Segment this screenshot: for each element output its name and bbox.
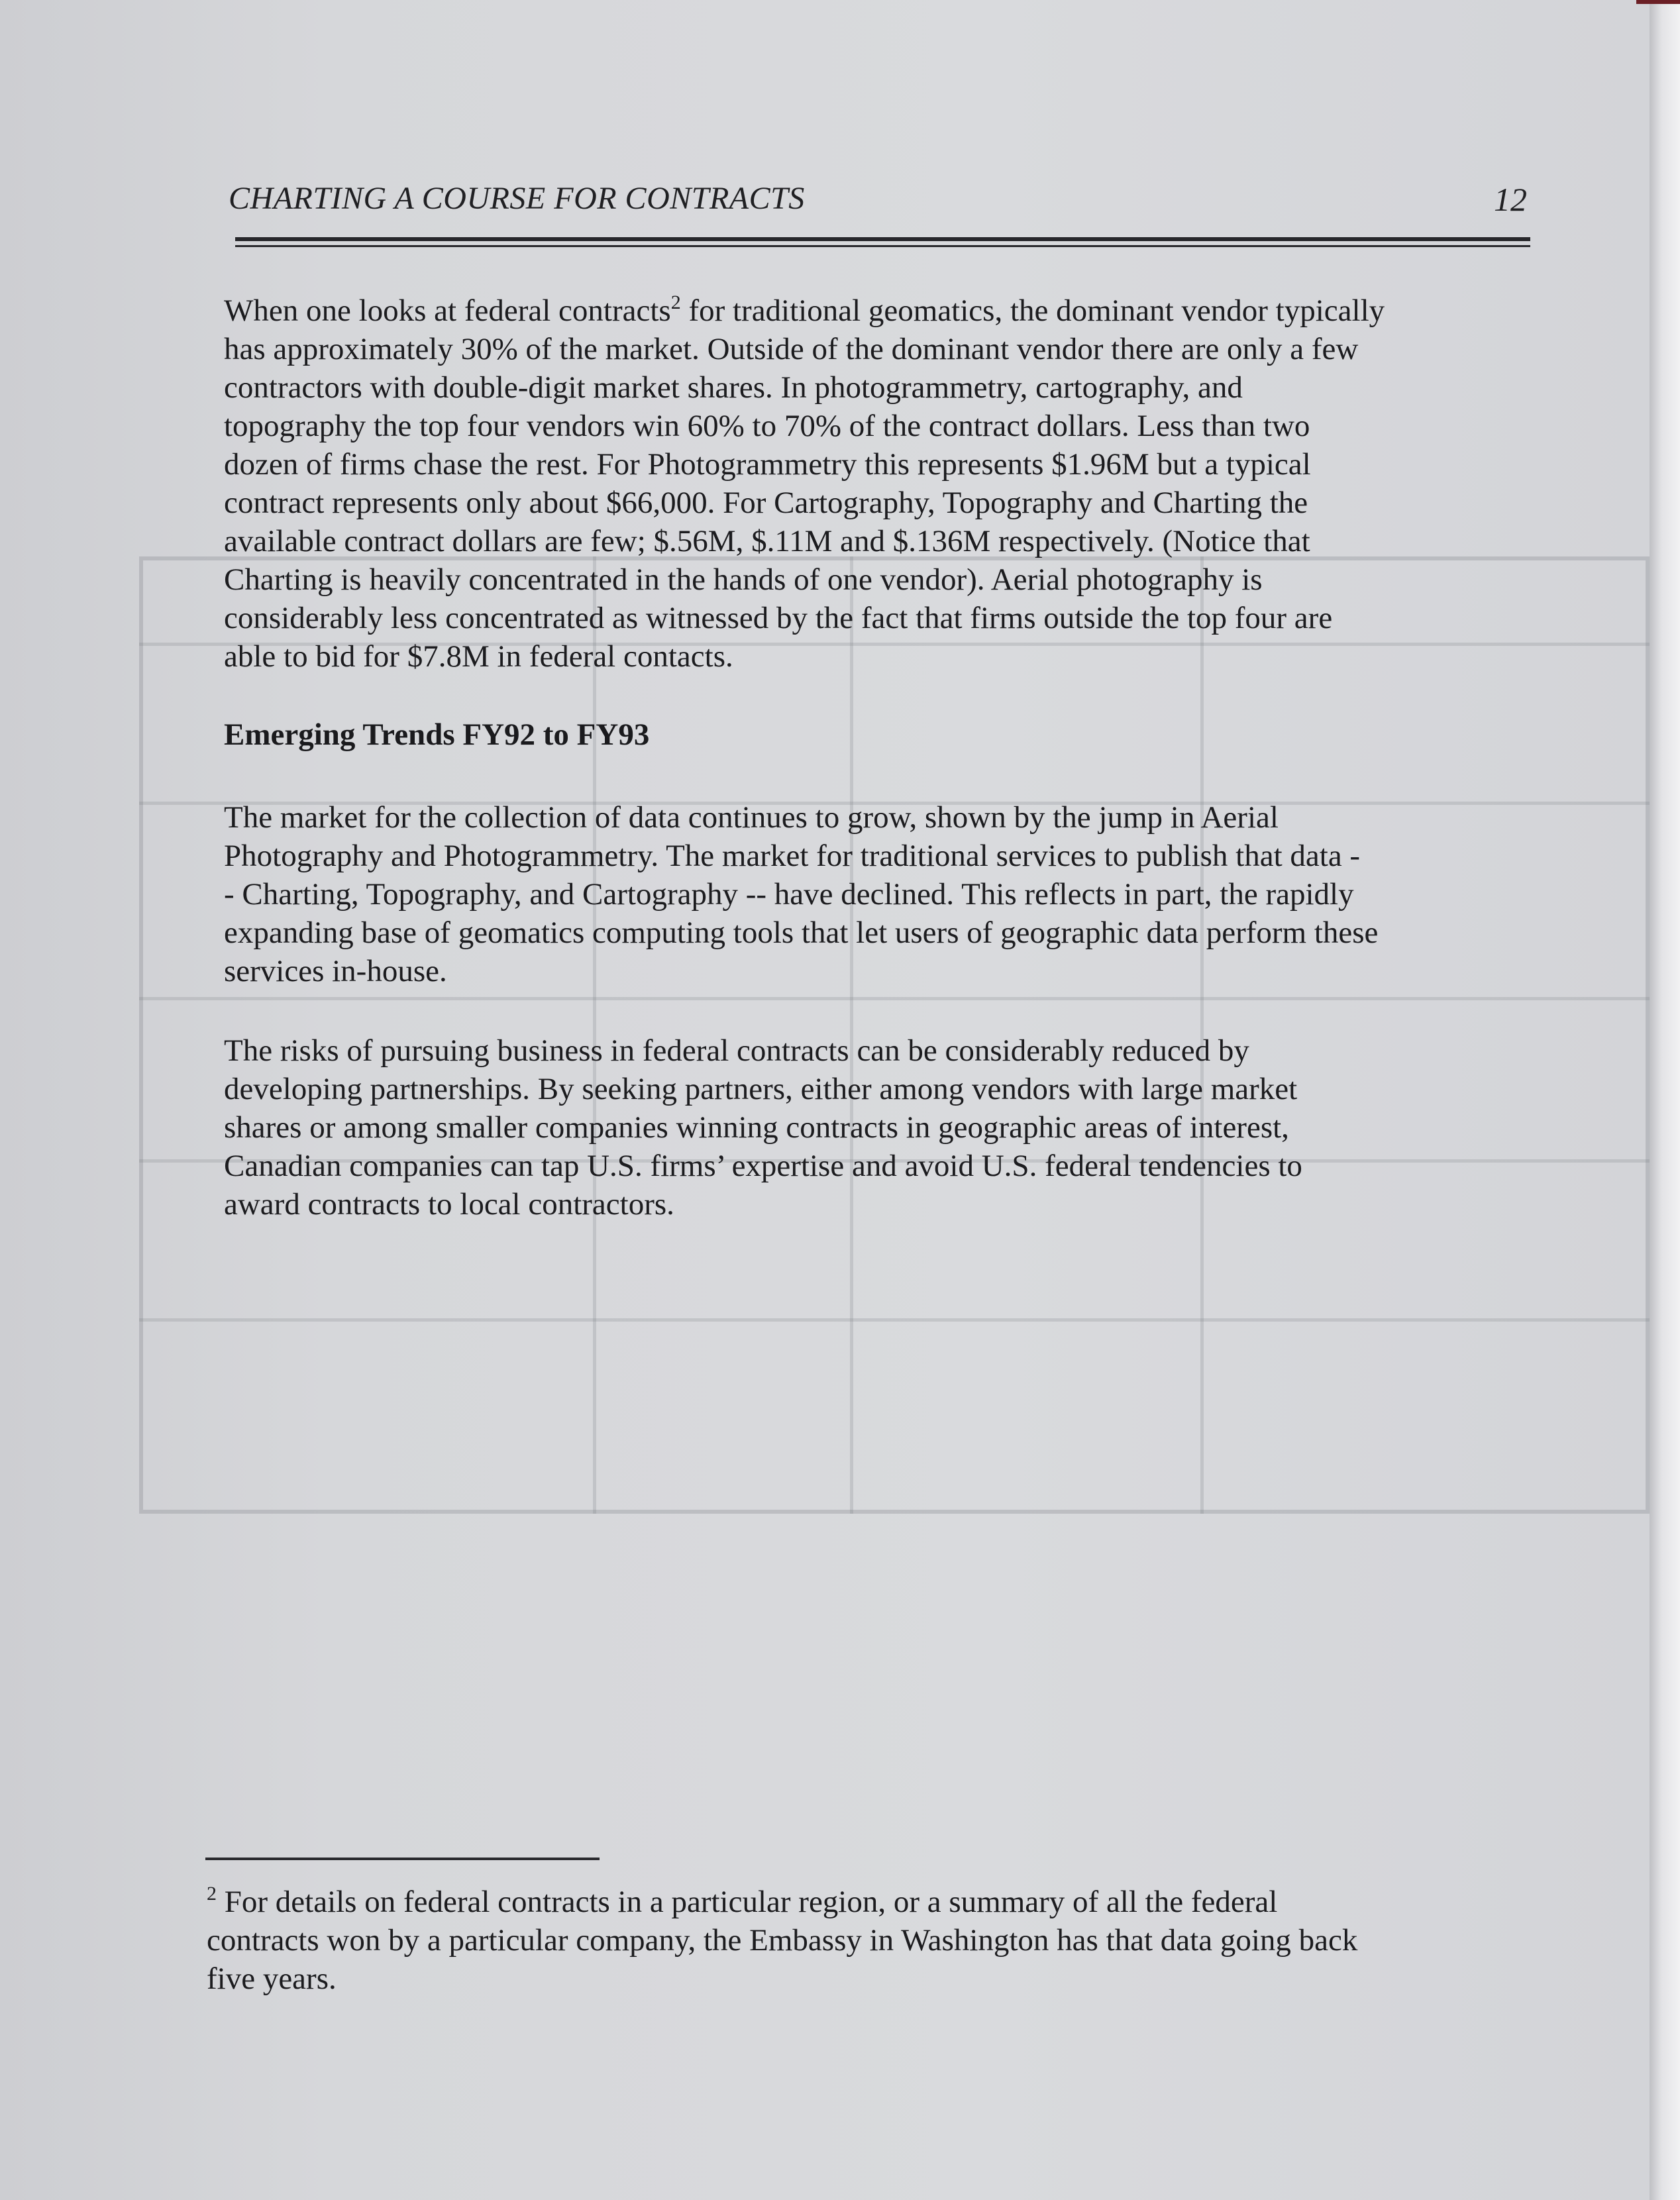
header-rule [235,237,1530,241]
text-line: contractors with double-digit market shares. In photogrammetry, cartography, and [224,370,1243,405]
paragraph-contracts-overview [224,291,1542,676]
text-line: award contracts to local contractors. [224,1187,674,1222]
paragraph-partnerships [224,1031,1542,1224]
text-line: $^2$ For details on federal contracts in a particular region, or a summary of all the federal [207,1883,1278,1919]
footnote-reference: 2 [670,291,681,313]
text-line: developing partnerships. By seeking partners, either among vendors with large market [224,1072,1298,1106]
text-line: shares or among smaller companies winning contracts in geographic areas of interest, [224,1110,1289,1145]
bleed-through-line [139,1318,1650,1322]
page-number: 12 [1494,181,1527,218]
text-line: Charting is heavily concentrated in the hands of one vendor). Aerial photography is [224,562,1263,597]
text-line: When one looks at federal contracts$^2$ for traditional geomatics, the dominant vendor typically [224,291,1385,328]
paragraph-emerging-trends [224,798,1542,990]
text-line: five years. [207,1962,337,1996]
text-line: topography the top four vendors win 60% to 70% of the contract dollars. Less than two [224,409,1310,443]
footnote [207,1883,1565,1998]
footnote-rule [205,1858,600,1860]
text-line: Canadian companies can tap U.S. firms’ expertise and avoid U.S. federal tendencies to [224,1149,1302,1183]
text-line: Photography and Photogrammetry. The market for traditional services to publish that data - [224,839,1361,873]
text-line: has approximately 30% of the market. Outside of the dominant vendor there are only a few [224,332,1359,366]
text-line: considerably less concentrated as witnessed by the fact that firms outside the top four are [224,601,1333,635]
text-line: The risks of pursuing business in federal contracts can be considerably reduced by [224,1033,1249,1068]
text-line: dozen of firms chase the rest. For Photogrammetry this represents $1.96M but a typical [224,447,1311,482]
text-line: contract represents only about $66,000. For Cartography, Topography and Charting the [224,486,1308,520]
text-line: - Charting, Topography, and Cartography -- have declined. This reflects in part, the rapidly [224,877,1354,912]
text-line: available contract dollars are few; $.56M, $.11M and $.136M respectively. (Notice that [224,524,1310,558]
running-title: CHARTING A COURSE FOR CONTRACTS [229,181,805,216]
corner-mark [1636,0,1680,4]
text-line: expanding base of geomatics computing tools that let users of geographic data perform these [224,916,1379,950]
footnote-marker: 2 [207,1883,217,1905]
page-edge [1650,0,1680,2200]
section-heading: Emerging Trends FY92 to FY93 [224,717,650,752]
text-line: contracts won by a particular company, the Embassy in Washington has that data going back [207,1923,1358,1958]
text-line: The market for the collection of data continues to grow, shown by the jump in Aerial [224,800,1279,835]
bleed-through-line [139,997,1650,1000]
header-rule-thin [235,245,1530,247]
text-line: able to bid for $7.8M in federal contacts. [224,639,733,674]
running-header [229,180,1527,220]
text-line: services in-house. [224,954,447,988]
